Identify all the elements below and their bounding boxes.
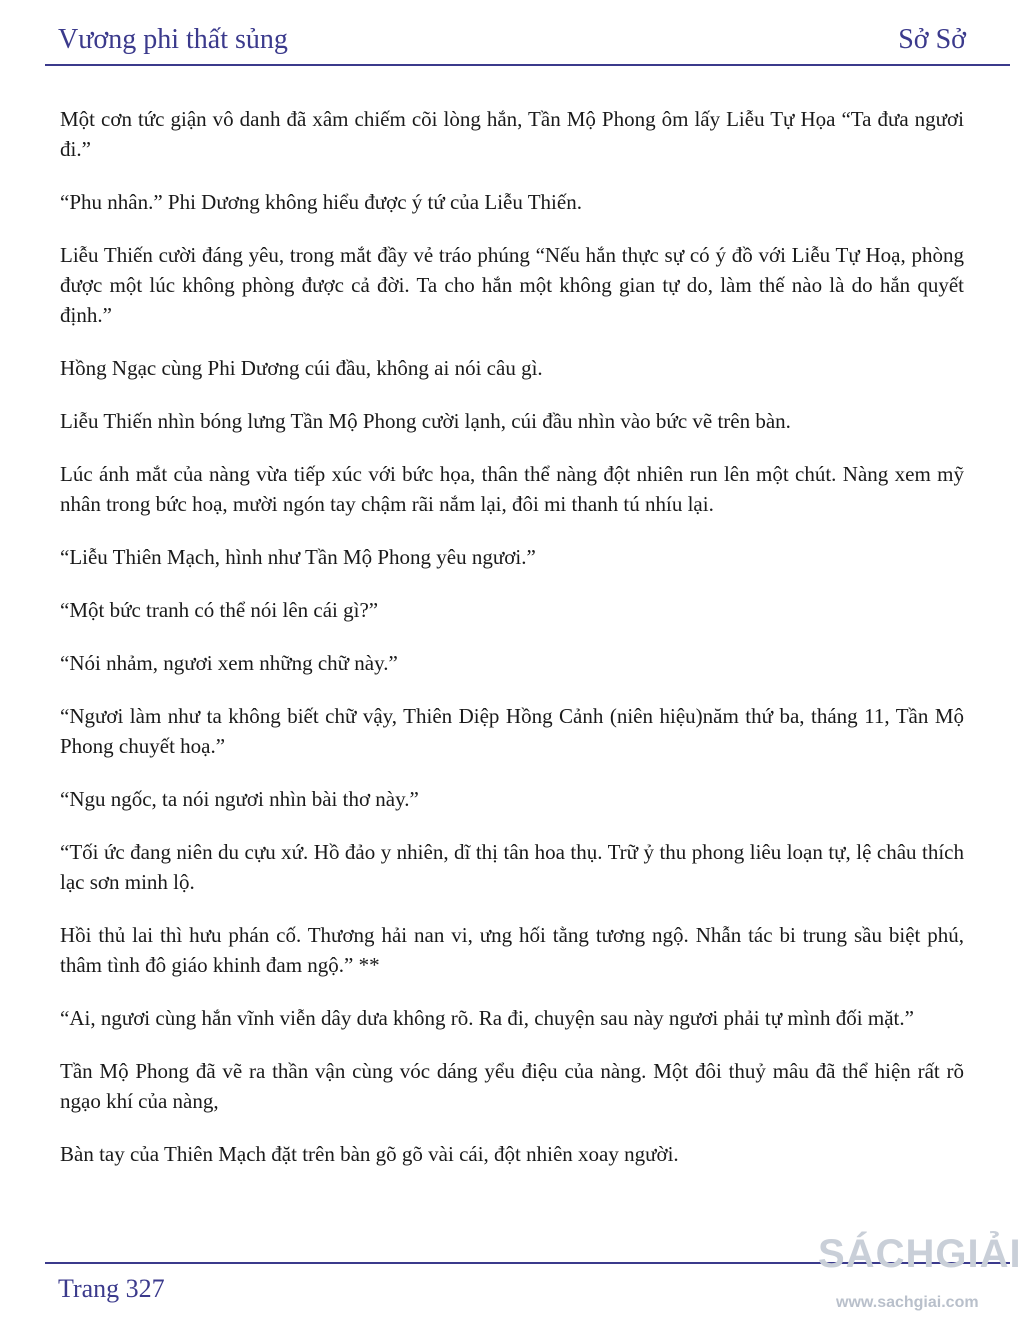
paragraph: “Liễu Thiên Mạch, hình như Tần Mộ Phong yêu ngươi.”	[60, 545, 536, 569]
author-name: Sở Sở	[898, 24, 966, 55]
paragraph: Tần Mộ Phong đã vẽ ra thần vận cùng vóc dáng yểu điệu của nàng. Một đôi thuỷ mâu đã thể hiện rất rõ ngạo khí của nàng,	[60, 1059, 964, 1113]
paragraph: “Ngu ngốc, ta nói ngươi nhìn bài thơ này.”	[60, 787, 419, 811]
paragraph: Hồi thủ lai thì hưu phán cố. Thương hải nan vi, ưng hối tằng tương ngộ. Nhẫn tác bi trung sầu biệt phú, thâm tình đô giáo khinh đam ngộ.” **	[60, 923, 964, 977]
paragraph: Một cơn tức giận vô danh đã xâm chiếm cõi lòng hắn, Tần Mộ Phong ôm lấy Liễu Tự Họa “Ta đưa ngươi đi.”	[60, 107, 964, 161]
paragraph: Bàn tay của Thiên Mạch đặt trên bàn gõ gõ vài cái, đột nhiên xoay người.	[60, 1142, 679, 1166]
paragraph: “Tối ức đang niên du cựu xứ. Hồ đảo y nhiên, dĩ thị tân hoa thụ. Trữ ỷ thu phong liêu loạn tự, lệ châu thích lạc sơn minh lộ.	[60, 840, 964, 894]
paragraph: “Ngươi làm như ta không biết chữ vậy, Thiên Diệp Hồng Cảnh (niên hiệu)năm thứ ba, tháng 11, Tần Mộ Phong chuyết hoạ.”	[60, 704, 964, 758]
paragraph: Liễu Thiến cười đáng yêu, trong mắt đầy vẻ tráo phúng “Nếu hắn thực sự có ý đồ với Liễu Tự Hoạ, phòng được một lúc không phòng được cả đời. Ta cho hắn một không gian tự do, làm thế nào là do hắn quyết định.”	[60, 243, 964, 327]
paragraph: Lúc ánh mắt của nàng vừa tiếp xúc với bức họa, thân thể nàng đột nhiên run lên một chút. Nàng xem mỹ nhân trong bức hoạ, mười ngón tay chậm rãi nắm lại, đôi mi thanh tú nhíu lại.	[60, 462, 964, 516]
watermark-brand: SÁCHGIẢI	[818, 1232, 1022, 1276]
page-header	[58, 24, 966, 64]
paragraph: Hồng Ngạc cùng Phi Dương cúi đầu, không ai nói câu gì.	[60, 356, 543, 380]
book-title: Vương phi thất sủng	[58, 24, 288, 55]
watermark-url: www.sachgiai.com	[836, 1294, 979, 1311]
paragraph: “Nói nhảm, ngươi xem những chữ này.”	[60, 651, 398, 675]
paragraph: “Một bức tranh có thể nói lên cái gì?”	[60, 598, 379, 622]
page-number: Trang 327	[58, 1274, 165, 1303]
page-body	[60, 104, 964, 1192]
watermark-logo	[818, 1232, 1022, 1317]
paragraph: “Ai, ngươi cùng hắn vĩnh viễn dây dưa không rõ. Ra đi, chuyện sau này ngươi phải tự mình đối mặt.”	[60, 1006, 914, 1030]
header-divider	[45, 64, 1010, 66]
paragraph: Liễu Thiến nhìn bóng lưng Tần Mộ Phong cười lạnh, cúi đầu nhìn vào bức vẽ trên bàn.	[60, 409, 791, 433]
paragraph: “Phu nhân.” Phi Dương không hiểu được ý tứ của Liễu Thiến.	[60, 190, 582, 214]
